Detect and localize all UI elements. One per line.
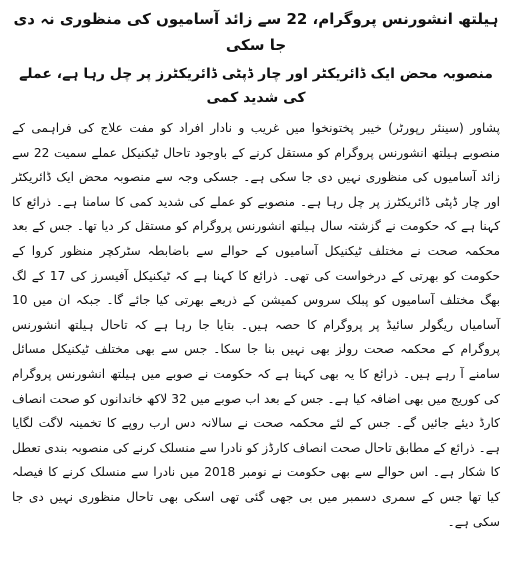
headline: ہیلتھ انشورنس پروگرام، 22 سے زائد آسامیوں کی منظوری نہ دی جا سکی: [13, 10, 499, 54]
article-body: پشاور (سینئر رپورٹر) خیبر پختونخوا میں غریب و نادار افراد کو مفت علاج کی فراہمی کے منصوبے ہیلتھ انشورنس پروگرام کو مستقل کرنے کے باوجود تاحال ٹیکنیکل عملے سمیت 22 سے زائد آسامیوں کی منظوری نہیں دی جا سکی ہے۔ جسکی وجہ سے منصوبہ محض ایک ڈائریکٹر اور چار ڈپٹی ڈائریکٹرز پر چل رہا ہے۔ منصوبے کو عملے کی شدید کمی کا سامنا ہے۔ ذرائع کا کہنا ہے کہ حکومت نے گزشتہ سال ہیلتھ انشورنس پروگرام کو مستقل کر دیا تھا۔ جس کے بعد محکمہ صحت نے مختلف ٹیکنیکل آسامیوں کے حوالے سے باضابطہ سٹرکچر منظور کروا کے حکومت کو بھرتی کے درخواست کی تھی۔ ذرائع کا کہنا ہے کہ ٹیکنیکل آفیسرز کی 17 کے لگ بھگ مختلف آسامیوں کو پبلک سروس کمیشن کے ذریعے بھرتی کیا جائے گا۔ جبکہ ان میں 10 آسامیاں ریگولر سائیڈ پر پروگرام کا حصہ ہیں۔ بتایا جا رہا ہے کہ تاحال ہیلتھ انشورنس پروگرام کے محکمہ صحت رولز بھی نہیں بنا جا سکا۔ جس سے بھی مختلف ٹیکنیکل مسائل سامنے آ رہے ہیں۔ ذرائع کا یہ بھی کہنا ہے کہ حکومت نے صوبے میں ہیلتھ انشورنس پروگرام کی کوریج میں بھی اضافہ کیا ہے۔ جس کے بعد اب صوبے میں 32 لاکھ خاندانوں کو صحت انصاف کارڈ دیئے جائیں گے۔ جس کے لئے محکمہ صحت نے سالانہ دس ارب روپے کا تخمینہ لاگت لگایا ہے۔ ذرائع کے مطابق تاحال صحت انصاف کارڈز کو نادرا سے منسلک کرنے کی منصوبہ بندی تعطل کا شکار ہے۔ اس حوالے سے بھی حکومت نے نومبر 2018 میں نادرا سے منسلک کرنے کا فیصلہ کیا تھا جس کے سمری دسمبر میں بی جھی گئی تھی اسکی بھی تاحال منظوری نہیں دی جا سکی ہے۔: [12, 121, 500, 529]
subheadline: منصوبہ محض ایک ڈائریکٹر اور چار ڈپٹی ڈائریکٹرز پر چل رہا ہے، عملے کی شدید کمی: [19, 66, 493, 106]
